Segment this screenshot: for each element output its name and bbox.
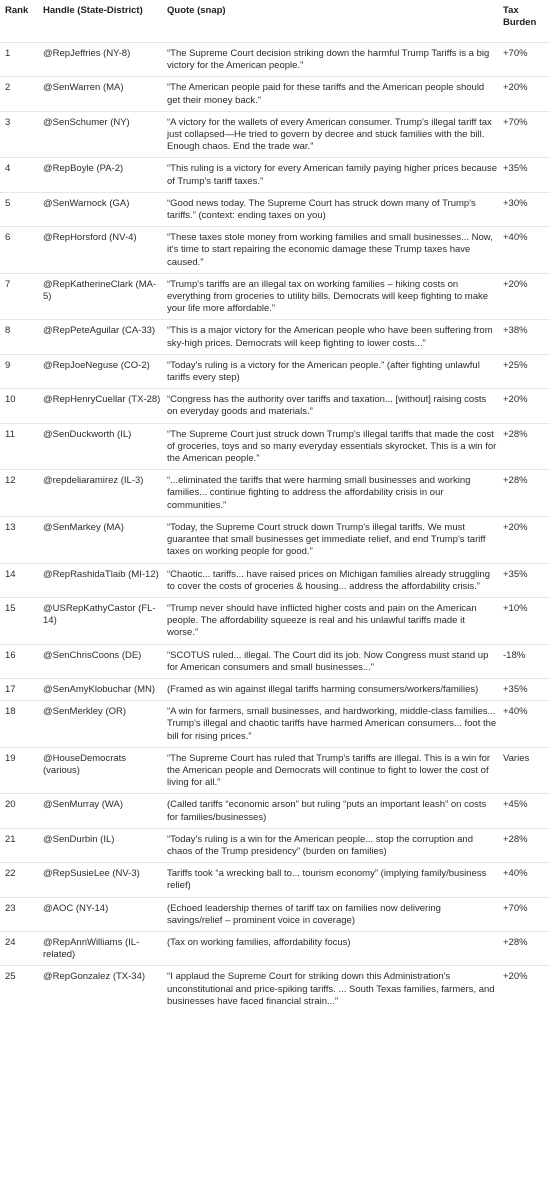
table-row: [0, 320, 550, 354]
handle-cell: @repdeliaramirez (IL-3): [43, 475, 144, 487]
tax-burden-cell: +70%: [503, 902, 528, 914]
table-row: [0, 828, 550, 862]
quote-cell: “This is a major victory for the American people who have been suffering from sky-high prices. Democrats will keep fighting to lower costs...”: [167, 325, 493, 349]
tax-burden-cell: +35%: [503, 683, 528, 695]
quote-cell: “Good news today. The Supreme Court has struck down many of Trump's tariffs.” (context: ending taxes on you): [167, 197, 476, 222]
rank-cell: 23: [5, 902, 16, 914]
rank-cell: 3: [5, 116, 11, 128]
quote-cell: (Called tariffs “economic arson” but ruling “puts an important leash” on costs for families/businesses): [167, 799, 487, 823]
quote-cell: “Congress has the authority over tariffs and taxation... [without] raising costs on everyday goods and materials.”: [167, 394, 487, 418]
handle-cell: @HouseDemocrats (various): [43, 752, 127, 776]
rank-cell: 12: [5, 475, 16, 487]
rank-cell: 1: [5, 48, 11, 59]
tax-burden-cell: +10%: [503, 602, 528, 614]
handle-cell: @RepAnnWilliams (IL-related): [43, 936, 140, 961]
handle-cell: @RepPeteAguilar (CA-33): [43, 325, 156, 337]
tax-burden-cell: +28%: [503, 428, 528, 440]
table-row: [0, 966, 550, 1012]
handle-cell: @SenSchumer (NY): [43, 116, 130, 128]
rank-cell: 11: [5, 428, 15, 440]
table-row: [0, 43, 550, 77]
table-row: [0, 470, 550, 517]
table-row: [0, 389, 550, 423]
tax-burden-cell: +25%: [503, 359, 528, 371]
handle-cell: @SenMarkey (MA): [43, 521, 124, 533]
tax-burden-cell: +38%: [503, 325, 528, 337]
rank-cell: 14: [5, 568, 16, 580]
rank-cell: 24: [5, 936, 16, 948]
rank-cell: 5: [5, 197, 11, 209]
quote-cell: “Today, the Supreme Court struck down Trump's illegal tariffs. We must guarantee that small businesses get immediate relief, and end Trump's tariff taxes on working people for good.”: [167, 521, 486, 558]
handle-cell: @RepHorsford (NV-4): [43, 232, 137, 244]
tax-burden-cell: +20%: [503, 394, 528, 406]
table-row: [0, 931, 550, 965]
handle-cell: @RepKatherineClark (MA-5): [43, 278, 157, 303]
handle-cell: @SenDurbin (IL): [43, 833, 115, 845]
table-row: [0, 678, 550, 700]
tax-burden-cell: +70%: [503, 48, 528, 59]
handle-cell: @SenMerkley (OR): [43, 706, 127, 718]
rank-cell: 8: [5, 325, 11, 337]
handle-cell: @RepGonzalez (TX-34): [43, 971, 146, 983]
tax-burden-cell: -18%: [503, 649, 526, 661]
handle-cell: @SenWarren (MA): [43, 82, 124, 94]
handle-cell: @SenChrisCoons (DE): [43, 649, 142, 661]
header-row: [0, 0, 550, 43]
rank-cell: 22: [5, 868, 16, 880]
handle-cell: @AOC (NY-14): [43, 902, 109, 914]
tax-burden-cell: +45%: [503, 799, 528, 811]
quote-cell: “Trump never should have inflicted higher costs and pain on the American people. The affordability squeeze is real and his unlawful tariffs made it worse.”: [167, 602, 477, 639]
handle-cell: @RepHenryCuellar (TX-28): [43, 394, 161, 406]
quote-cell: “The American people paid for these tariffs and the American people should get their money back.”: [167, 82, 485, 106]
quote-cell: “A victory for the wallets of every American consumer. Trump's illegal tariff tax just collapsed—He tried to govern by decree and stuck families with the bill. Enough chaos. End the trade war.”: [167, 116, 492, 153]
rank-cell: 19: [5, 752, 16, 764]
table-row: [0, 227, 550, 274]
table-row: [0, 597, 550, 644]
quote-cell: “This ruling is a victory for every American family paying higher prices because of Trump's tariff taxes.”: [167, 163, 497, 187]
rank-cell: 21: [5, 833, 16, 845]
tax-burden-cell: +70%: [503, 116, 528, 128]
handle-cell: @SenDuckworth (IL): [43, 428, 132, 440]
quote-cell: “SCOTUS ruled... illegal. The Court did its job. Now Congress must stand up for American consumers and small businesses...”: [167, 649, 489, 673]
handle-cell: @SenMurray (WA): [43, 799, 124, 811]
rank-cell: 4: [5, 163, 11, 175]
header-handle: Handle (State-District): [43, 5, 143, 16]
quote-cell: “These taxes stole money from working families and small businesses... Now, it's time to start repairing the economic damage these Trump taxes have caused.”: [167, 232, 493, 268]
quote-cell: (Echoed leadership themes of tariff tax on families now delivering savings/relief – prominent voice in coverage): [167, 902, 441, 926]
table-row: [0, 747, 550, 794]
header-rank: Rank: [5, 5, 29, 16]
rank-cell: 13: [5, 521, 16, 533]
quote-cell: (Tax on working families, affordability focus): [167, 936, 351, 948]
tax-burden-cell: +28%: [503, 936, 528, 948]
handle-cell: @RepBoyle (PA-2): [43, 163, 124, 175]
table-row: [0, 158, 550, 192]
rank-cell: 10: [5, 394, 16, 406]
table-row: [0, 701, 550, 748]
rank-cell: 18: [5, 706, 16, 718]
quote-cell: “The Supreme Court decision striking down the harmful Trump Tariffs is a big victory for the American people.”: [167, 48, 490, 72]
table-row: [0, 192, 550, 226]
table-row: [0, 644, 550, 678]
rank-cell: 15: [5, 602, 16, 614]
tax-burden-cell: +30%: [503, 197, 528, 209]
tax-burden-cell: +20%: [503, 971, 528, 983]
rank-cell: 25: [5, 971, 16, 983]
table-body: [0, 43, 550, 1012]
rank-cell: 9: [5, 359, 11, 371]
handle-cell: @RepJoeNeguse (CO-2): [43, 359, 150, 371]
tax-burden-cell: +40%: [503, 706, 528, 718]
tax-burden-cell: +40%: [503, 868, 528, 880]
quote-cell: “Today's ruling is a win for the American people... stop the corruption and chaos of the Trump presidency” (burden on families): [167, 833, 473, 857]
handle-cell: @RepJeffries (NY-8): [43, 48, 131, 59]
rank-cell: 20: [5, 799, 16, 811]
quote-cell: “...eliminated the tariffs that were harming small businesses and working families... continue fighting to address the affordability crisis in our communities.”: [167, 475, 471, 511]
quote-cell: “Chaotic... tariffs... have raised prices on Michigan families already struggling to cover the costs of groceries & housing... address the affordability crisis.”: [167, 568, 490, 592]
quote-cell: “Today's ruling is a victory for the American people.” (after fighting unlawful tariffs every step): [167, 359, 480, 384]
header-quote: Quote (snap): [167, 5, 226, 16]
table-header: [0, 0, 550, 43]
rank-cell: 16: [5, 649, 16, 661]
quote-cell: Tariffs took “a wrecking ball to... tourism economy” (implying family/business relief): [167, 868, 487, 892]
rank-cell: 7: [5, 278, 11, 290]
tax-burden-cell: +20%: [503, 82, 528, 94]
table-row: [0, 794, 550, 828]
table-row: [0, 516, 550, 563]
rank-cell: 17: [5, 683, 16, 695]
quote-cell: (Framed as win against illegal tariffs harming consumers/workers/families): [167, 683, 479, 695]
handle-cell: @SenWarnock (GA): [43, 197, 130, 209]
tax-burden-cell: +35%: [503, 163, 528, 175]
tax-burden-cell: Varies: [503, 752, 530, 764]
quote-cell: “The Supreme Court just struck down Trump's illegal tariffs that made the cost of groceries, toys and so many everyday essentials skyrocket. This is a win for the American people.”: [167, 428, 497, 465]
table-row: [0, 77, 550, 111]
table-row: [0, 273, 550, 320]
table-row: [0, 354, 550, 388]
quote-cell: “Trump's tariffs are an illegal tax on working families – hiking costs on everything from groceries to utility bills. Democrats will keep fighting to make your life more affordable.”: [167, 278, 489, 315]
handle-cell: @RepSusieLee (NV-3): [43, 868, 140, 880]
table-row: [0, 897, 550, 931]
tax-burden-cell: +28%: [503, 833, 528, 845]
quote-cell: “I applaud the Supreme Court for striking down this Administration's unconstitutional and price-spiking tariffs. ... South Texas families, farmers, and businesses have faced financial strain...”: [167, 971, 495, 1007]
table-row: [0, 111, 550, 158]
tax-burden-cell: +40%: [503, 232, 528, 244]
handle-cell: @RepRashidaTlaib (MI-12): [43, 568, 159, 580]
header-tax-burden: Tax Burden: [503, 5, 537, 29]
handle-cell: @SenAmyKlobuchar (MN): [43, 683, 156, 695]
rank-cell: 6: [5, 232, 11, 244]
quote-cell: “A win for farmers, small businesses, and hardworking, middle-class families... Trump's illegal and chaotic tariffs have harmed American consumers... foot the bill for rising prices.”: [167, 706, 497, 742]
tax-burden-cell: +20%: [503, 521, 528, 533]
tax-burden-cell: +35%: [503, 568, 528, 580]
handle-cell: @USRepKathyCastor (FL-14): [43, 602, 156, 627]
tax-burden-cell: +20%: [503, 278, 528, 290]
table-row: [0, 563, 550, 597]
quote-cell: “The Supreme Court has ruled that Trump's tariffs are illegal. This is a win for the American people and Democrats will continue to fight to lower the cost of living for all.”: [167, 752, 491, 789]
rank-cell: 2: [5, 82, 11, 94]
table-row: [0, 423, 550, 470]
tax-burden-cell: +28%: [503, 475, 528, 487]
table-row: [0, 863, 550, 897]
